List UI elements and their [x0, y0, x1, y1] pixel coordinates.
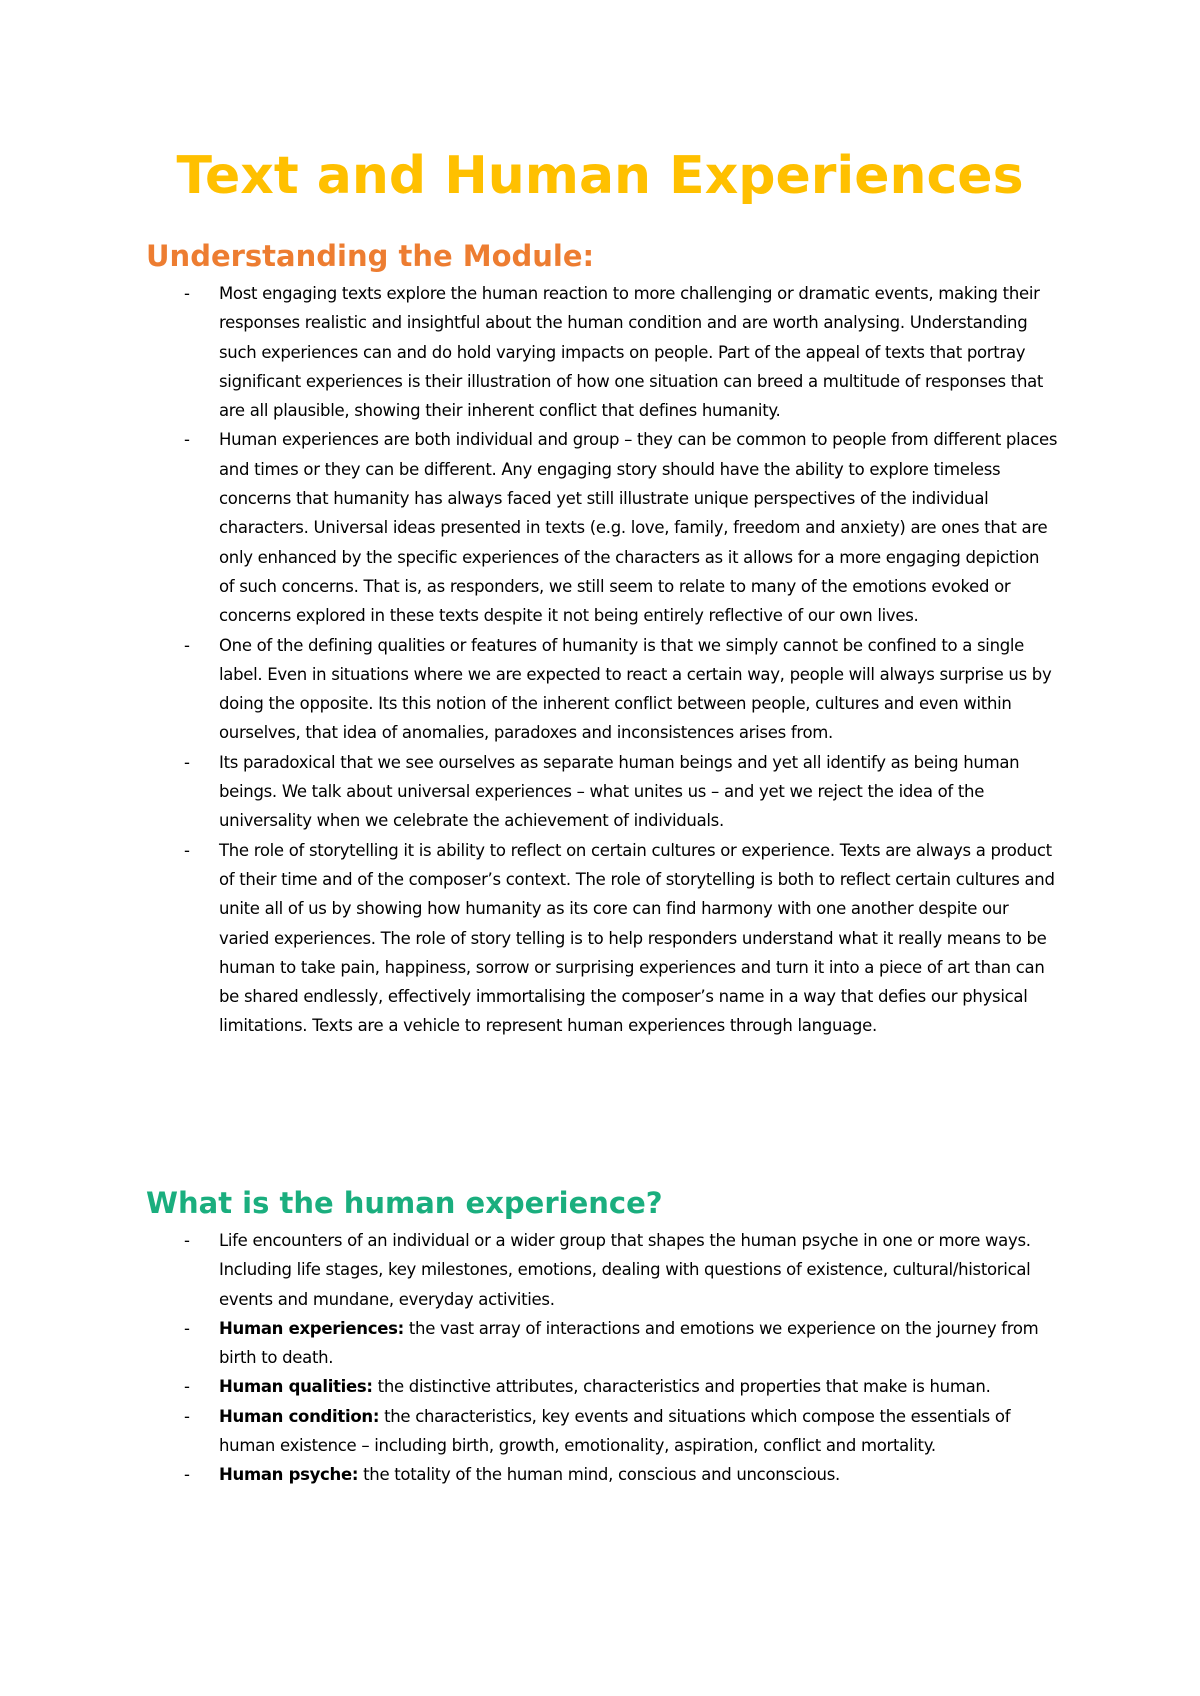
section-heading: What is the human experience? — [146, 1186, 663, 1220]
list-item-text: Its paradoxical that we see ourselves as separate human beings and yet all identify as being human beings. We talk about universal experiences – what unites us – and yet we reject the idea of the universality when we celebrate the achievement of individuals. — [219, 752, 1020, 831]
definition-text: the distinctive attributes, characteristics and properties that make is human. — [372, 1377, 991, 1397]
list-item-text: Human experiences are both individual and group – they can be common to people from different places and times or they can be different. Any engaging story should have the ability to explore timeless concerns that humanity has always faced yet still illustrate unique perspectives of the individual characters. Universal ideas presented in texts (e.g. love, family, freedom and anxiety) are ones that are only enhanced by the specific experiences of the characters as it allows for a more engaging depiction of such concerns. That is, as responders, we still seem to relate to many of the emotions evoked or concerns explored in these texts despite it not being entirely reflective of our own lives. — [219, 430, 1058, 626]
list-item — [0, 279, 1059, 425]
definition-term: Human condition: — [219, 1406, 380, 1426]
section-heading: Understanding the Module: — [146, 239, 595, 273]
document-title: Text and Human Experiences — [176, 146, 1024, 206]
bullet-marker: - — [184, 1377, 190, 1397]
definition-text: the characteristics, key events and situations which compose the essentials of human existence – including birth, growth, emotionality, aspiration, conflict and mortality. — [219, 1406, 1011, 1456]
bullet-list — [0, 279, 1200, 1041]
definition-item — [0, 1460, 1059, 1489]
list-item-text: One of the defining qualities or features of humanity is that we simply cannot be confined to a single label. Even in situations where we are expected to react a certain way, people will always surprise us by doing the opposite. Its this notion of the inherent conflict between people, cultures and even within ourselves, that idea of anomalies, paradoxes and inconsistences arises from. — [219, 635, 1052, 743]
list-item — [0, 748, 1059, 836]
bullet-marker: - — [184, 1231, 190, 1250]
list-item — [0, 425, 1059, 630]
bullet-marker: - — [184, 284, 190, 303]
bullet-marker: - — [184, 1465, 190, 1485]
definition-item — [0, 1372, 1059, 1401]
list-item-text: Life encounters of an individual or a wider group that shapes the human psyche in one or more ways. Including life stages, key milestones, emotions, dealing with questions of existence, cultural/historical events and mundane, everyday activities. — [219, 1231, 1031, 1309]
definition-term: Human experiences: — [219, 1318, 404, 1338]
definition-term: Human psyche: — [219, 1465, 359, 1485]
bullet-marker: - — [184, 752, 190, 772]
definition-item — [0, 1402, 1059, 1461]
bullet-marker: - — [184, 430, 190, 450]
bullet-marker: - — [184, 1406, 190, 1426]
list-item — [0, 631, 1059, 748]
bullet-marker: - — [184, 1318, 190, 1338]
list-item — [0, 836, 1059, 1041]
list-item-text: Most engaging texts explore the human reaction to more challenging or dramatic events, making their responses realistic and insightful about the human condition and are worth analysing. Understanding such experiences can and do hold varying impacts on people. Part of the appeal of texts that portray significant experiences is their illustration of how one situation can breed a multitude of responses that are all plausible, showing their inherent conflict that defines humanity. — [219, 284, 1044, 421]
list-item — [0, 1226, 1059, 1314]
definition-text: the totality of the human mind, conscious and unconscious. — [358, 1465, 840, 1485]
list-item-text: The role of storytelling it is ability to reflect on certain cultures or experience. Texts are always a product of their time and of the composer’s context. The role of storytelling is both to reflect certain cultures and unite all of us by showing how humanity as its core can find harmony with one another despite our varied experiences. The role of story telling is to help responders understand what it really means to be human to take pain, happiness, sorrow or surprising experiences and turn it into a piece of art than can be shared endlessly, effectively immortalising the composer’s name in a way that defies our physical limitations. Texts are a vehicle to represent human experiences through language. — [219, 840, 1055, 1036]
definition-item — [0, 1314, 1059, 1373]
definition-text: the vast array of interactions and emotions we experience on the journey from birth to death. — [219, 1318, 1039, 1368]
bullet-marker: - — [184, 635, 190, 655]
definition-term: Human qualities: — [219, 1377, 373, 1397]
bullet-list — [0, 1226, 1200, 1490]
bullet-marker: - — [184, 840, 190, 860]
